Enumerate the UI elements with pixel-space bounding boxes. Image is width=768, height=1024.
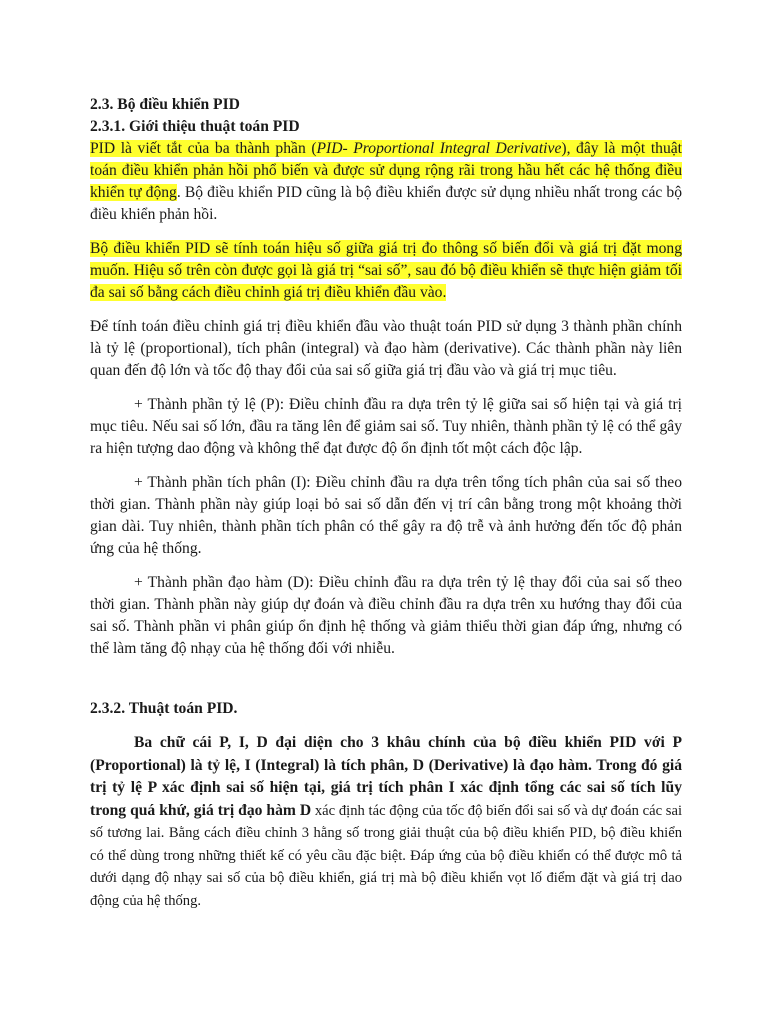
intro-p1-rest: . Bộ điều khiển PID cũng là bộ điều khiển được sử dụng nhiều nhất trong các bộ điều khiển phản hồi. [90, 184, 682, 223]
component-p-paragraph: + Thành phần tỷ lệ (P): Điều chỉnh đầu ra dựa trên tỷ lệ giữa sai số hiện tại và giá trị mục tiêu. Nếu sai số lớn, đầu ra tăng lên để giảm sai số. Tuy nhiên, thành phần tỷ lệ có thể gây ra hiện tượng dao động và không thể đạt được độ ổn định tốt một cách độc lập. [90, 396, 682, 457]
intro-paragraph-1 [90, 138, 682, 226]
intro-p1-italic-term: PID- Proportional Integral Derivative [316, 140, 562, 157]
intro-p1-highlight-b: ), đây là một thuật toán điều khiển phản hồi phổ biến và được sử dụng rộng rãi trong hầu hết các hệ thống điều khiển tự động [90, 140, 683, 201]
component-i-paragraph: + Thành phần tích phân (I): Điều chỉnh đầu ra dựa trên tổng tích phân của sai số theo thời gian. Thành phần này giúp loại bỏ sai số dẫn đến vị trí cân bằng trong một khoảng thời gian dài. Tuy nhiên, thành phần tích phân có thể gây ra độ trễ và ảnh hưởng đến tốc độ phản ứng của hệ thống. [90, 474, 682, 557]
algorithm-normal-text: xác định tác động của tốc độ biến đổi sai số và dự đoán các sai số tương lai. Bằng cách điều chỉnh 3 hằng số trong giải thuật của bộ điều khiển PID, bộ điều khiển có thể dùng trong những thiết kế có yêu cầu đặc biệt. Đáp ứng của bộ điều khiển có thể được mô tả dưới dạng độ nhạy sai số của bộ điều khiển, giá trị mà bộ điều khiển vọt lố điểm đặt và giá trị dao động của hệ thống. [90, 802, 682, 909]
intro-p2-highlight: Bộ điều khiển PID sẽ tính toán hiệu số giữa giá trị đo thông số biến đổi và giá trị đặt mong muốn. Hiệu số trên còn được gọi là giá trị “sai số”, sau đó bộ điều khiển sẽ thực hiện giảm tối đa sai số bằng cách điều chỉnh giá trị điều khiển đầu vào. [90, 240, 682, 301]
algorithm-paragraph [90, 732, 682, 912]
subsection-heading: 2.3.1. Giới thiệu thuật toán PID [90, 118, 300, 135]
component-d-paragraph: + Thành phần đạo hàm (D): Điều chỉnh đầu ra dựa trên tỷ lệ thay đổi của sai số theo thời gian. Thành phần này giúp dự đoán và điều chỉnh đầu ra dựa trên xu hướng thay đổi của sai số. Thành phần vi phân giúp ổn định hệ thống và giảm thiểu thời gian đáp ứng, nhưng có thể làm tăng độ nhạy của hệ thống đối với nhiễu. [90, 574, 682, 657]
algorithm-bold-text: Ba chữ cái P, I, D đại diện cho 3 khâu chính của bộ điều khiển PID với P (Proportional) là tỷ lệ, I (Integral) là tích phân, D (Derivative) là đạo hàm. Trong đó giá trị tỷ lệ P xác định sai số hiện tại, giá trị tích phân I xác định tổng các sai số tích lũy trong quá khứ, giá trị đạo hàm D [90, 734, 682, 819]
algorithm-heading: 2.3.2. Thuật toán PID. [90, 700, 238, 717]
intro-paragraph-2 [90, 238, 682, 304]
intro-paragraph-3: Để tính toán điều chỉnh giá trị điều khiển đầu vào thuật toán PID sử dụng 3 thành phần chính là tỷ lệ (proportional), tích phân (integral) và đạo hàm (derivative). Các thành phần này liên quan đến độ lớn và tốc độ thay đổi của sai số giữa giá trị đầu vào và giá trị mục tiêu. [90, 318, 682, 379]
section-heading: 2.3. Bộ điều khiển PID [90, 96, 240, 113]
document-content [90, 94, 682, 912]
intro-p1-highlight-a: PID là viết tắt của ba thành phần ( [90, 140, 317, 157]
